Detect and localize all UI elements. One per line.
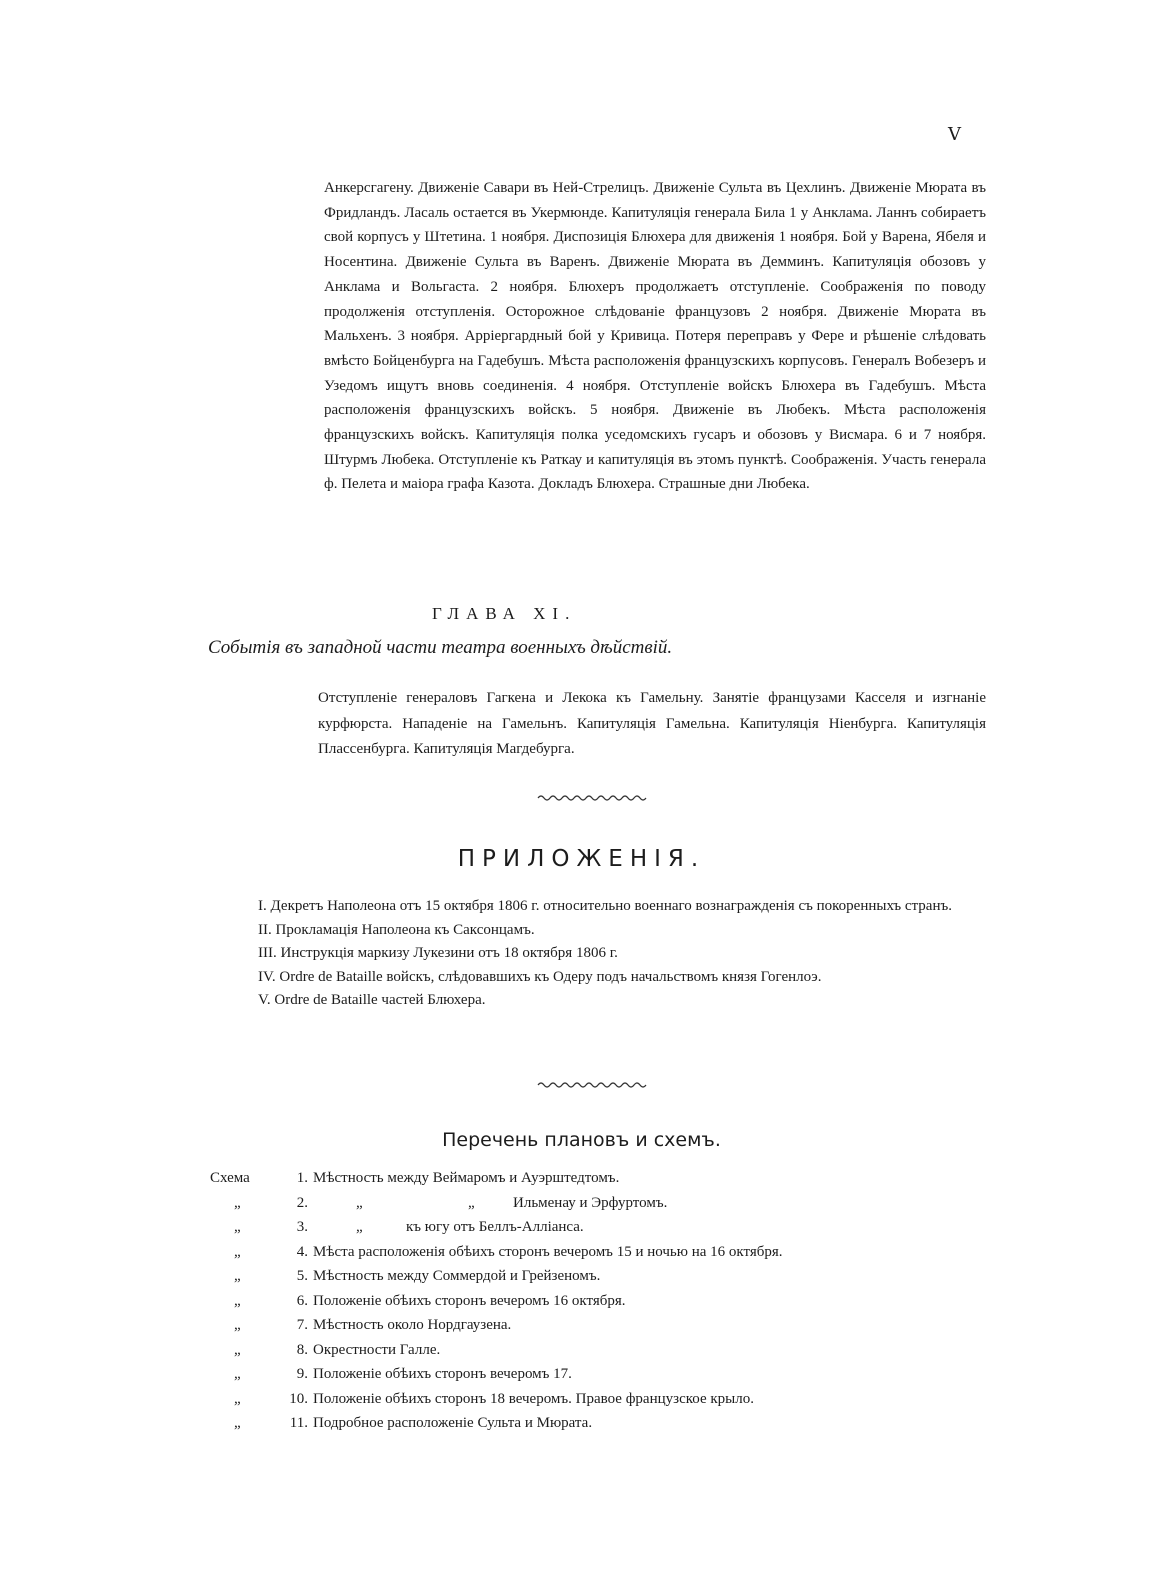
chapter-x-summary: Анкерсгагену. Движеніе Савари въ Ней-Стрелицъ. Движеніе Сульта въ Цехлинъ. Движеніе Мюрата въ Фридландъ. Ласаль остается въ Укермюнде. Капитуляція генерала Била 1 у Анклама. Ланнъ собираетъ свой корпусъ у Штетина. 1 ноября. Диспозиція Блюхера для движенія 1 ноября. Бой у Варена, Ябеля и Носентина. Движеніе Сульта въ Варенъ. Движеніе Мюрата въ Демминъ. Капитуляція обозовъ у Анклама и Вольгаста. 2 ноября. Блюхеръ продолжаетъ отступленіе. Соображенія по поводу продолженія отступленія. Осторожное слѣдованіе французовъ 2 ноября. Движеніе Мюрата въ Мальхенъ. 3 ноября. Арріергардный бой у Кривица. Потеря переправъ у Фере и рѣшеніе слѣдовать вмѣсто Бойценбурга на Гадебушъ. Мѣста расположенія французскихъ корпусовъ. Генералъ Вобезеръ и Узедомъ ищутъ вновь соединенія. 4 ноября. Отступленіе войскъ Блюхера въ Гадебушъ. Мѣста расположенія французскихъ войскъ. 5 ноября. Движеніе въ Любекъ. Мѣста расположенія французскихъ войскъ. Капитуляція полка уседомскихъ гусаръ и обозовъ у Висмара. 6 и 7 ноября. Штурмъ Любека. Отступленіе къ Раткау и капитуляція въ этомъ пунктѣ. Соображенія. Участь генерала ф. Пелета и маіора графа Казота. Докладъ Блюхера. Страшные дни Любека. xyxy=(324,180,986,493)
ditto-mark: „ xyxy=(234,1194,241,1211)
map-row xyxy=(210,1268,1010,1293)
divider-ornament xyxy=(536,1080,650,1090)
ditto-mark: „ xyxy=(234,1415,241,1431)
map-description: Положеніе обѣихъ сторонъ вечеромъ 16 октября. xyxy=(313,1292,626,1309)
map-description: Окрестности Галле. xyxy=(313,1341,441,1358)
ditto-mark: „ xyxy=(234,1341,241,1358)
chapter-xi-summary: Отступленіе генераловъ Гагкена и Лекока къ Гамельну. Занятіе французами Касселя и изгнаніе курфюрста. Нападеніе на Гамельнъ. Капитуляція Гамельна. Капитуляція Ніенбурга. Капитуляція Плассенбурга. Капитуляція Магдебурга. xyxy=(318,690,986,757)
ditto-mark: „ xyxy=(234,1243,241,1260)
map-number: 7. xyxy=(296,1317,308,1333)
chapter-heading: ГЛАВА XI. xyxy=(432,604,577,623)
maps-list-title: Перечень плановъ и схемъ. xyxy=(442,1129,721,1151)
map-number: 3. xyxy=(296,1219,308,1235)
appendix-item: IV. Ordre de Bataille войскъ, слѣдовавшихъ къ Одеру подъ начальствомъ князя Гогенлоэ. xyxy=(258,968,822,985)
map-row xyxy=(210,1170,1010,1195)
map-row xyxy=(210,1219,1010,1244)
appendix-item: V. Ordre de Bataille частей Блюхера. xyxy=(258,992,486,1008)
map-row xyxy=(210,1195,1010,1220)
appendix-item: II. Прокламація Наполеона къ Саксонцамъ. xyxy=(258,921,535,938)
page-number: V xyxy=(948,124,961,145)
map-description: Подробное расположеніе Сульта и Мюрата. xyxy=(313,1415,593,1431)
map-row xyxy=(210,1244,1010,1269)
ditto-mark: „ xyxy=(468,1194,475,1211)
map-description: Ильменау и Эрфуртомъ. xyxy=(513,1194,668,1211)
ditto-mark: „ xyxy=(234,1366,241,1382)
ditto-mark: „ xyxy=(234,1219,241,1235)
appendix-item: I. Декретъ Наполеона отъ 15 октября 1806 г. относительно военнаго вознагражденія съ покоренныхъ странъ. xyxy=(258,898,952,914)
map-description: къ югу отъ Беллъ-Алліанса. xyxy=(406,1219,584,1235)
map-number: 1. xyxy=(296,1170,308,1186)
ditto-mark: „ xyxy=(234,1292,241,1309)
map-row xyxy=(210,1342,1010,1367)
appendices-list xyxy=(202,895,986,1013)
map-row xyxy=(210,1293,1010,1318)
map-description: Мѣстность между Веймаромъ и Ауэрштедтомъ. xyxy=(313,1170,620,1186)
ditto-mark: „ xyxy=(356,1194,363,1211)
map-number: 10. xyxy=(289,1390,308,1407)
map-description: Положеніе обѣихъ сторонъ 18 вечеромъ. Правое французское крыло. xyxy=(313,1390,754,1407)
map-label: Схема xyxy=(210,1170,250,1186)
appendices-title: ПРИЛОЖЕНІЯ. xyxy=(457,846,706,872)
divider-ornament xyxy=(536,793,650,803)
appendix-item: III. Инструкція маркизу Лукезини отъ 18 октября 1806 г. xyxy=(258,945,618,961)
map-number: 6. xyxy=(296,1292,308,1309)
map-number: 11. xyxy=(289,1415,308,1431)
map-number: 5. xyxy=(296,1268,308,1284)
maps-list xyxy=(210,1170,1010,1440)
map-number: 4. xyxy=(296,1243,308,1260)
map-row xyxy=(210,1317,1010,1342)
map-description: Мѣста расположенія обѣихъ сторонъ вечеромъ 15 и ночью на 16 октября. xyxy=(313,1243,783,1260)
ditto-mark: „ xyxy=(356,1219,363,1235)
ditto-mark: „ xyxy=(234,1317,241,1333)
map-number: 2. xyxy=(296,1194,308,1211)
map-row xyxy=(210,1391,1010,1416)
ditto-mark: „ xyxy=(234,1390,241,1407)
map-description: Мѣстность около Нордгаузена. xyxy=(313,1317,512,1333)
chapter-title: Событія въ западной части театра военныхъ дѣйствій. xyxy=(208,637,673,658)
ditto-mark: „ xyxy=(234,1268,241,1284)
map-description: Мѣстность между Соммердой и Грейзеномъ. xyxy=(313,1268,601,1284)
map-number: 9. xyxy=(296,1366,308,1382)
map-row xyxy=(210,1366,1010,1391)
map-row xyxy=(210,1415,1010,1440)
map-description: Положеніе обѣихъ сторонъ вечеромъ 17. xyxy=(313,1366,572,1382)
map-number: 8. xyxy=(296,1341,308,1358)
